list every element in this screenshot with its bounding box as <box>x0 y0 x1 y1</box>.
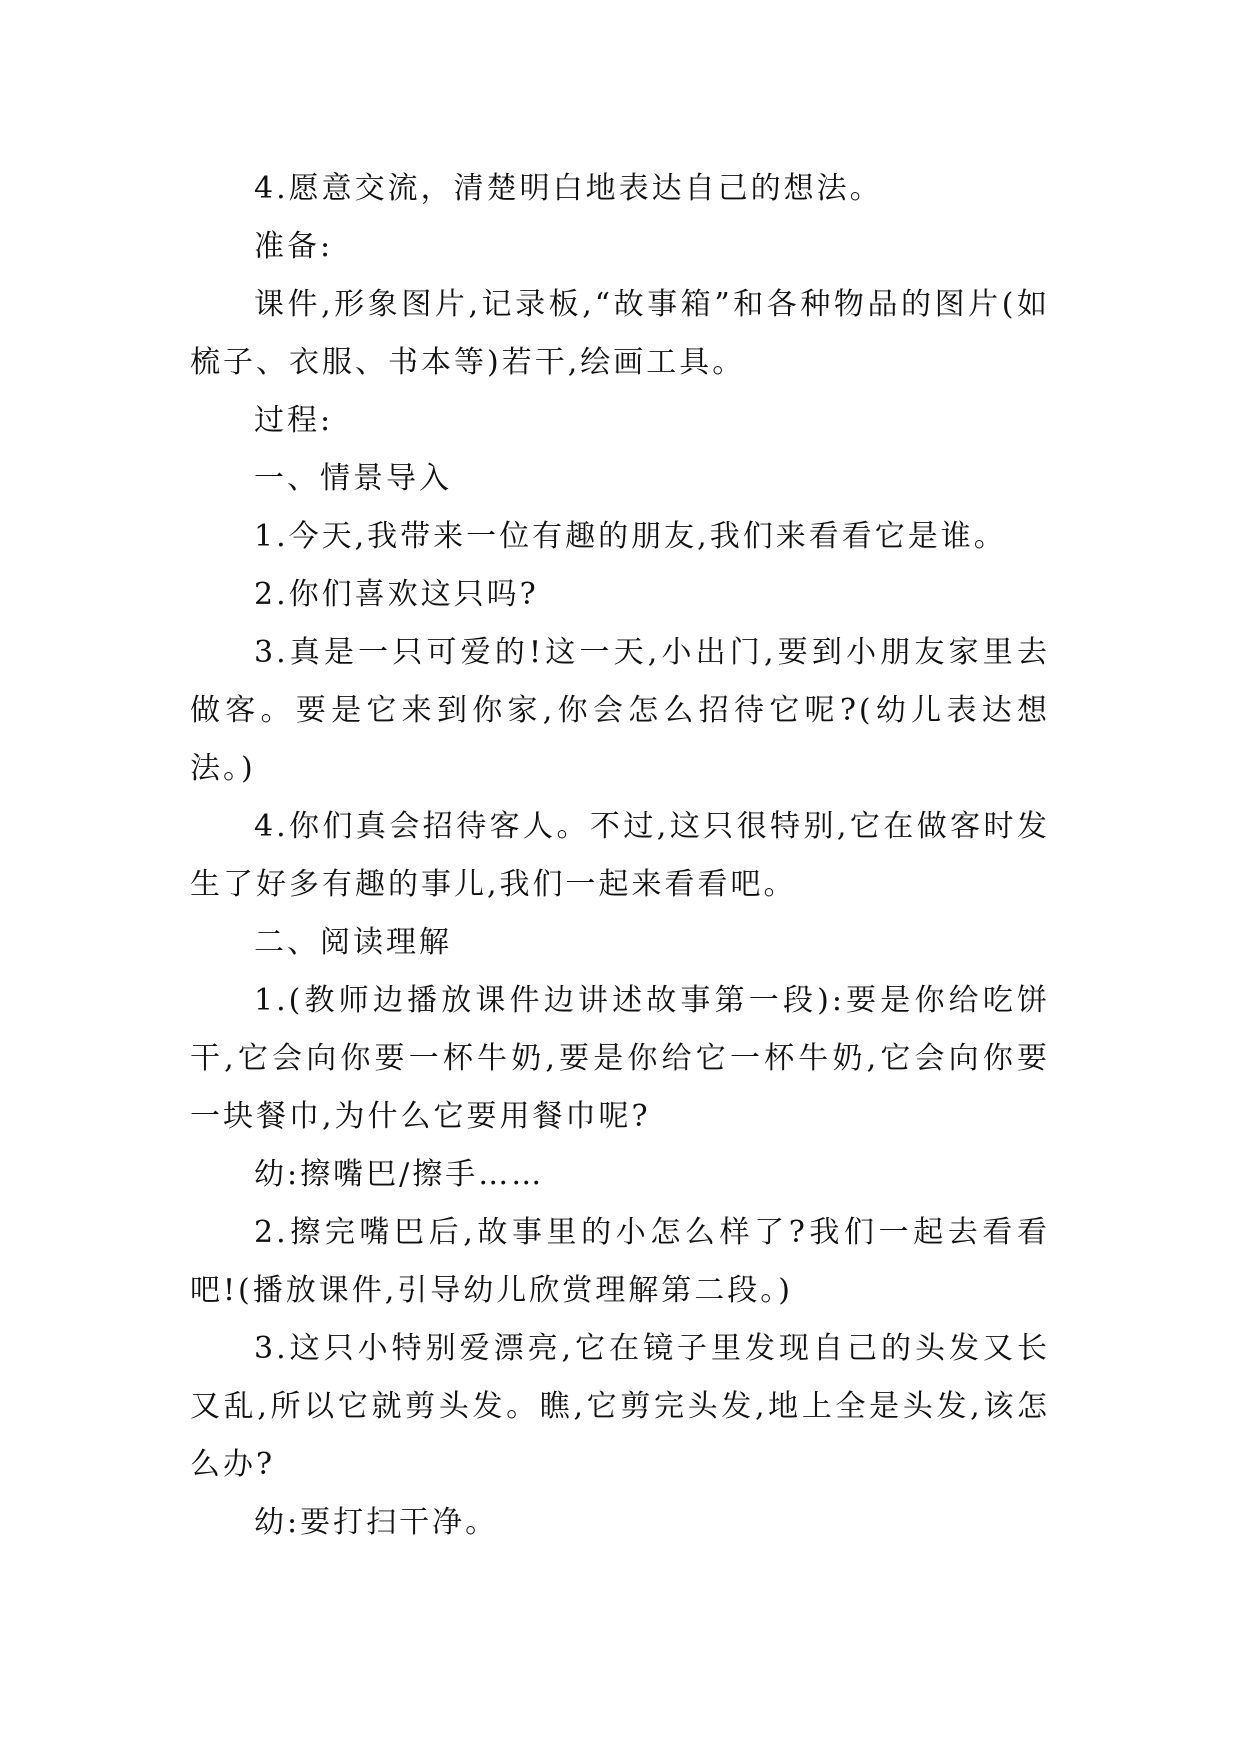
paragraph-child-answer-2: 幼:要打扫干净。 <box>254 1505 499 1540</box>
paragraph-preparation-materials: 课件,形象图片,记录板,“故事箱”和各种物品的图片(如梳子、衣服、书本等)若干,绘画工具。 <box>190 287 1050 380</box>
paragraph-reading-2: 2.擦完嘴巴后,故事里的小怎么样了?我们一起去看看吧!(播放课件,引导幼儿欣赏理解第二段。) <box>190 1215 1050 1308</box>
document-body <box>190 160 1050 1552</box>
paragraph-process-heading: 过程: <box>254 403 334 438</box>
paragraph-reading-3: 3.这只小特别爱漂亮,它在镜子里发现自己的头发又长又乱,所以它就剪头发。瞧,它剪完头发,地上全是头发,该怎么办? <box>190 1331 1050 1482</box>
paragraph-reading-1: 1.(教师边播放课件边讲述故事第一段):要是你给吃饼干,它会向你要一杯牛奶,要是你给它一杯牛奶,它会向你要一块餐巾,为什么它要用餐巾呢? <box>190 983 1050 1134</box>
paragraph-intro-1: 1.今天,我带来一位有趣的朋友,我们来看看它是谁。 <box>254 519 1007 554</box>
paragraph-intro-2: 2.你们喜欢这只吗? <box>254 577 539 612</box>
paragraph-goal-4: 4.愿意交流，清楚明白地表达自己的想法。 <box>254 171 883 206</box>
paragraph-child-answer-1: 幼:擦嘴巴/擦手…… <box>254 1157 545 1192</box>
section-heading-reading: 二、阅读理解 <box>254 925 452 960</box>
paragraph-intro-3: 3.真是一只可爱的!这一天,小出门,要到小朋友家里去做客。要是它来到你家,你会怎么招待它呢?(幼儿表达想法。) <box>190 635 1050 786</box>
paragraph-intro-4: 4.你们真会招待客人。不过,这只很特别,它在做客时发生了好多有趣的事儿,我们一起来看看吧。 <box>190 809 1050 902</box>
section-heading-intro: 一、情景导入 <box>254 461 452 496</box>
paragraph-preparation-heading: 准备: <box>254 229 334 264</box>
